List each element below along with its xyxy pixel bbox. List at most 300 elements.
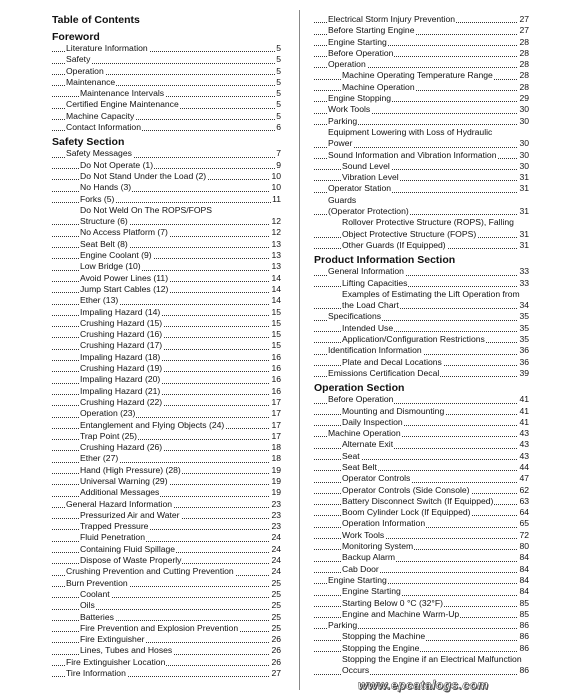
toc-entry-title: Jump Start Cables (12) xyxy=(80,283,169,294)
toc-entry-title: Occurs xyxy=(342,665,370,676)
toc-entry-page: 13 xyxy=(271,250,281,261)
toc-entry-title: Impaling Hazard (21) xyxy=(80,385,161,396)
toc-entry-title: Operator Station xyxy=(328,183,392,194)
toc-entry-title: Universal Warning (29) xyxy=(80,475,168,486)
toc-entry[interactable] xyxy=(314,37,529,48)
toc-entry[interactable] xyxy=(314,93,529,104)
toc-entry-page: 5 xyxy=(276,43,281,53)
toc-entry[interactable] xyxy=(52,122,281,133)
toc-entry[interactable] xyxy=(52,318,281,329)
toc-entry[interactable] xyxy=(314,417,529,428)
toc-entry-page: 29 xyxy=(519,93,529,104)
toc-entry-title: Starting Below 0 °C (32°F) xyxy=(342,597,443,608)
toc-entry-title: Daily Inspection xyxy=(342,416,403,427)
toc-entry-title: Hand (High Pressure) (28) xyxy=(80,464,181,475)
toc-entry-page: 6 xyxy=(276,122,281,133)
toc-entry[interactable] xyxy=(314,229,529,240)
toc-entry-title: Maintenance xyxy=(66,76,116,87)
toc-entry[interactable] xyxy=(314,530,529,541)
toc-entry-page: 16 xyxy=(271,363,281,374)
toc-entry[interactable] xyxy=(314,14,529,25)
toc-entry[interactable] xyxy=(52,148,281,159)
toc-entry-page: 26 xyxy=(271,634,281,645)
toc-entry-page: 13 xyxy=(271,238,281,249)
toc-entry-title: Safety Messages xyxy=(66,148,132,159)
toc-entry[interactable] xyxy=(314,564,529,575)
toc-entry-title: Vibration Level xyxy=(342,172,399,183)
toc-entry[interactable] xyxy=(52,171,281,182)
toc-entry-title: Seat xyxy=(342,450,360,461)
toc-entry[interactable] xyxy=(52,600,281,611)
toc-entry[interactable] xyxy=(52,363,281,374)
section-heading: Operation Section xyxy=(314,382,405,395)
toc-entry[interactable] xyxy=(52,111,281,122)
toc-entry-title: No Access Platform (7) xyxy=(80,227,168,238)
toc-entry-page: 28 xyxy=(519,59,529,70)
toc-entry-title: No Hands (3) xyxy=(80,182,132,193)
toc-entry[interactable] xyxy=(52,329,281,340)
toc-entry-title: Rollover Protective Structure (ROPS), Falling xyxy=(342,217,514,228)
toc-entry[interactable] xyxy=(52,499,281,510)
toc-entry[interactable] xyxy=(314,266,529,277)
toc-entry[interactable] xyxy=(314,278,529,289)
toc-entry-title: Dispose of Waste Properly xyxy=(80,555,182,566)
toc-entry-title: Trap Point (25) xyxy=(80,430,137,441)
toc-entry-page: 80 xyxy=(519,541,529,552)
toc-entry-title: Engine and Machine Warm-Up xyxy=(342,608,460,619)
toc-entry-page: 5 xyxy=(276,88,281,99)
toc-entry-page: 36 xyxy=(519,356,529,367)
toc-entry-page: 43 xyxy=(519,428,529,439)
toc-entry-title: Coolant xyxy=(80,588,110,599)
toc-entry[interactable] xyxy=(52,273,281,284)
toc-entry-title: (Operator Protection) xyxy=(328,206,409,217)
toc-entry-page: 39 xyxy=(519,367,529,378)
toc-entry-title: Batteries xyxy=(80,611,114,622)
toc-entry[interactable] xyxy=(314,451,529,462)
toc-entry-title: Operation xyxy=(328,59,366,70)
toc-entry-title: Stopping the Engine if an Electrical Malfunction xyxy=(342,654,522,665)
toc-entry-page: 85 xyxy=(519,608,529,619)
toc-entry-page: 5 xyxy=(276,54,281,65)
toc-entry[interactable] xyxy=(52,578,281,589)
section-heading: Foreword xyxy=(52,31,100,43)
toc-entry[interactable] xyxy=(314,518,529,529)
toc-entry-page: 11 xyxy=(272,193,281,204)
toc-entry[interactable] xyxy=(314,406,529,417)
toc-entry[interactable] xyxy=(314,507,529,518)
toc-entry-page: 25 xyxy=(271,588,281,599)
toc-entry[interactable] xyxy=(314,138,529,149)
toc-entry[interactable] xyxy=(314,439,529,450)
toc-entry-title: Contact Information xyxy=(66,122,141,133)
toc-entry-title: Boom Cylinder Lock (If Equipped) xyxy=(342,507,471,518)
toc-entry[interactable] xyxy=(52,77,281,88)
section-heading: Safety Section xyxy=(52,136,125,149)
toc-entry-title: Fire Extinguisher xyxy=(80,634,145,645)
toc-entry-title: Operation Information xyxy=(342,518,426,529)
toc-entry[interactable] xyxy=(314,217,529,228)
toc-entry-page: 34 xyxy=(519,300,529,311)
toc-entry[interactable] xyxy=(314,311,529,322)
toc-entry-page: 30 xyxy=(519,160,529,171)
toc-entry-page: 31 xyxy=(519,228,529,239)
toc-entry[interactable] xyxy=(314,323,529,334)
toc-entry-page: 26 xyxy=(271,656,281,667)
toc-entry-page: 33 xyxy=(519,266,529,277)
toc-entry-title: Pressurized Air and Water xyxy=(80,509,180,520)
toc-entry-page: 31 xyxy=(519,239,529,250)
toc-entry-title: Machine Operation xyxy=(342,81,415,92)
toc-entry[interactable] xyxy=(52,340,281,351)
toc-entry-title: Crushing Hazard (15) xyxy=(80,317,163,328)
toc-entry-title: Stopping the Machine xyxy=(342,631,426,642)
toc-entry-page: 16 xyxy=(271,385,281,396)
toc-entry[interactable] xyxy=(314,631,529,642)
toc-entry-title: Work Tools xyxy=(342,529,385,540)
column-divider xyxy=(299,10,300,690)
toc-entry[interactable] xyxy=(52,160,281,171)
toc-entry-title: Low Bridge (10) xyxy=(80,261,141,272)
toc-entry-page: 86 xyxy=(519,665,529,676)
toc-entry-page: 7 xyxy=(276,148,281,159)
toc-entry[interactable] xyxy=(52,623,281,634)
toc-entry-title: Do Not Weld On The ROPS/FOPS xyxy=(80,204,212,215)
toc-entry-title: Application/Configuration Restrictions xyxy=(342,334,485,345)
toc-entry[interactable] xyxy=(52,589,281,600)
toc-entry[interactable] xyxy=(52,295,281,306)
toc-entry[interactable] xyxy=(314,586,529,597)
toc-entry-title: Crushing Hazard (19) xyxy=(80,363,163,374)
toc-entry-title: Engine Starting xyxy=(342,586,401,597)
toc-entry[interactable] xyxy=(314,183,529,194)
toc-entry[interactable] xyxy=(314,541,529,552)
toc-entry-page: 16 xyxy=(271,351,281,362)
toc-entry-title: Crushing Prevention and Cutting Prevention xyxy=(66,566,234,577)
toc-entry[interactable] xyxy=(314,345,529,356)
toc-entry-page: 17 xyxy=(271,408,281,419)
toc-entry[interactable] xyxy=(314,82,529,93)
toc-entry[interactable] xyxy=(314,485,529,496)
toc-entry[interactable] xyxy=(52,431,281,442)
toc-entry[interactable] xyxy=(314,609,529,620)
toc-entry[interactable] xyxy=(52,205,281,216)
toc-entry-title: Object Protective Structure (FOPS) xyxy=(342,228,477,239)
toc-entry[interactable] xyxy=(314,161,529,172)
toc-entry-title: Seat Belt (8) xyxy=(80,238,128,249)
toc-entry[interactable] xyxy=(314,172,529,183)
toc-entry[interactable] xyxy=(314,665,529,676)
toc-entry-title: Mounting and Dismounting xyxy=(342,405,445,416)
toc-entry[interactable] xyxy=(52,99,281,110)
toc-entry-page: 17 xyxy=(271,396,281,407)
toc-entry-page: 10 xyxy=(271,170,281,181)
toc-entry-title: Crushing Hazard (17) xyxy=(80,340,163,351)
toc-entry-title: Do Not Stand Under the Load (2) xyxy=(80,170,207,181)
toc-entry-title: Plate and Decal Locations xyxy=(342,356,442,367)
toc-entry-title: Ether (27) xyxy=(80,453,119,464)
toc-entry[interactable] xyxy=(52,521,281,532)
watermark: www.epcatalogs.com xyxy=(358,678,489,692)
toc-entry-page: 31 xyxy=(519,206,529,217)
toc-entry-page: 33 xyxy=(519,277,529,288)
toc-entry-title: Parking xyxy=(328,115,358,126)
toc-entry-title: Trapped Pressure xyxy=(80,521,149,532)
toc-entry-title: Crushing Hazard (26) xyxy=(80,442,163,453)
toc-entry[interactable] xyxy=(314,357,529,368)
toc-entry-page: 43 xyxy=(519,450,529,461)
toc-entry[interactable] xyxy=(314,48,529,59)
toc-entry[interactable] xyxy=(52,66,281,77)
toc-entry-title: Intended Use xyxy=(342,322,394,333)
toc-entry[interactable] xyxy=(52,250,281,261)
toc-entry-title: Other Guards (If Equipped) xyxy=(342,239,446,250)
toc-entry-title: Ether (13) xyxy=(80,295,119,306)
toc-entry-page: 23 xyxy=(271,509,281,520)
toc-entry-page: 15 xyxy=(271,306,281,317)
toc-entry-title: Avoid Power Lines (11) xyxy=(80,272,169,283)
toc-entry[interactable] xyxy=(52,420,281,431)
toc-entry-page: 44 xyxy=(519,461,529,472)
toc-entry[interactable] xyxy=(52,54,281,65)
toc-entry[interactable] xyxy=(52,532,281,543)
toc-entry-title: Tire Information xyxy=(66,668,126,679)
toc-entry-title: Operation (23) xyxy=(80,408,136,419)
toc-entry-title: Lifting Capacities xyxy=(342,277,408,288)
toc-entry-title: Machine Operating Temperature Range xyxy=(342,70,493,81)
toc-entry-title: Engine Stopping xyxy=(328,93,392,104)
toc-entry-page: 25 xyxy=(271,577,281,588)
toc-entry[interactable] xyxy=(52,657,281,668)
toc-entry-title: Entanglement and Flying Objects (24) xyxy=(80,419,225,430)
toc-entry[interactable] xyxy=(314,462,529,473)
toc-entry-title: Guards xyxy=(328,194,357,205)
toc-entry-title: Maintenance Intervals xyxy=(80,88,165,99)
toc-entry[interactable] xyxy=(52,182,281,193)
toc-entry[interactable] xyxy=(52,453,281,464)
toc-entry-page: 14 xyxy=(271,272,281,283)
toc-entry-page: 25 xyxy=(271,611,281,622)
toc-entry[interactable] xyxy=(314,334,529,345)
toc-entry[interactable] xyxy=(52,194,281,205)
toc-entry[interactable] xyxy=(52,476,281,487)
toc-entry-title: Containing Fluid Spillage xyxy=(80,543,176,554)
toc-entry-page: 64 xyxy=(519,507,529,518)
toc-entry-title: Literature Information xyxy=(66,43,148,53)
toc-entry-title: Parking xyxy=(328,620,358,631)
toc-entry-title: Additional Messages xyxy=(80,487,160,498)
toc-entry-title: Specifications xyxy=(328,311,382,322)
toc-entry-title: Power xyxy=(328,138,353,149)
toc-entry[interactable] xyxy=(314,552,529,563)
toc-entry[interactable] xyxy=(52,43,281,54)
toc-entry-title: Sound Level xyxy=(342,160,390,171)
toc-entry-page: 27 xyxy=(519,25,529,36)
toc-entry-page: 18 xyxy=(271,453,281,464)
toc-entry-page: 5 xyxy=(276,76,281,87)
toc-entry-page: 84 xyxy=(519,552,529,563)
toc-entry-page: 43 xyxy=(519,439,529,450)
toc-entry[interactable] xyxy=(314,240,529,251)
toc-entry-page: 17 xyxy=(271,419,281,430)
toc-entry-title: Cab Door xyxy=(342,563,379,574)
toc-entry[interactable] xyxy=(314,206,529,217)
toc-entry-title: Fluid Penetration xyxy=(80,532,145,543)
toc-entry[interactable] xyxy=(52,612,281,623)
toc-entry-title: Operator Controls xyxy=(342,473,411,484)
toc-entry-page: 25 xyxy=(271,622,281,633)
toc-entry-page: 62 xyxy=(519,484,529,495)
toc-entry[interactable] xyxy=(52,386,281,397)
toc-entry-page: 5 xyxy=(276,99,281,110)
toc-entry[interactable] xyxy=(52,487,281,498)
toc-entry-title: Burn Prevention xyxy=(66,577,128,588)
toc-entry-page: 19 xyxy=(271,487,281,498)
toc-entry-page: 35 xyxy=(519,334,529,345)
toc-entry-title: Crushing Hazard (22) xyxy=(80,396,163,407)
toc-entry-page: 84 xyxy=(519,574,529,585)
toc-entry[interactable] xyxy=(314,394,529,405)
toc-entry-page: 23 xyxy=(271,498,281,509)
toc-entry[interactable] xyxy=(314,127,529,138)
toc-entry[interactable] xyxy=(314,195,529,206)
toc-entry[interactable] xyxy=(52,634,281,645)
toc-entry[interactable] xyxy=(52,284,281,295)
toc-entry[interactable] xyxy=(314,575,529,586)
toc-entry[interactable] xyxy=(314,104,529,115)
toc-entry-page: 12 xyxy=(271,216,281,227)
toc-entry[interactable] xyxy=(52,88,281,99)
toc-entry[interactable] xyxy=(314,150,529,161)
toc-entry-page: 19 xyxy=(271,475,281,486)
toc-entry[interactable] xyxy=(314,643,529,654)
toc-entry[interactable] xyxy=(314,25,529,36)
toc-entry[interactable] xyxy=(52,374,281,385)
toc-entry-page: 30 xyxy=(519,104,529,115)
toc-right-column xyxy=(314,14,529,677)
toc-entry[interactable] xyxy=(314,428,529,439)
toc-entry[interactable] xyxy=(52,566,281,577)
toc-entry-title: Do Not Operate (1) xyxy=(80,159,154,170)
toc-entry[interactable] xyxy=(52,544,281,555)
toc-entry-page: 9 xyxy=(276,159,281,170)
toc-entry-title: Examples of Estimating the Lift Operation from xyxy=(342,288,520,299)
toc-entry-page: 84 xyxy=(519,586,529,597)
toc-entry-page: 47 xyxy=(519,473,529,484)
toc-entry-page: 14 xyxy=(271,283,281,294)
toc-entry-page: 15 xyxy=(271,340,281,351)
section-heading: Product Information Section xyxy=(314,254,456,267)
toc-entry[interactable] xyxy=(52,645,281,656)
toc-entry-page: 23 xyxy=(271,521,281,532)
toc-entry[interactable] xyxy=(314,116,529,127)
toc-entry[interactable] xyxy=(314,289,529,300)
toc-entry-title: Impaling Hazard (18) xyxy=(80,351,161,362)
toc-entry[interactable] xyxy=(52,668,281,679)
toc-entry[interactable] xyxy=(314,368,529,379)
toc-entry[interactable] xyxy=(52,261,281,272)
toc-entry[interactable] xyxy=(52,510,281,521)
toc-entry-page: 85 xyxy=(519,597,529,608)
toc-entry-page: 36 xyxy=(519,345,529,356)
toc-entry-title: Machine Capacity xyxy=(66,110,135,121)
toc-entry-title: Certified Engine Maintenance xyxy=(66,99,179,110)
toc-entry-title: Operation xyxy=(66,65,104,76)
toc-entry-page: 17 xyxy=(271,430,281,441)
toc-entry[interactable] xyxy=(314,473,529,484)
toc-entry[interactable] xyxy=(52,216,281,227)
toc-entry[interactable] xyxy=(52,352,281,363)
toc-entry-title: Impaling Hazard (20) xyxy=(80,374,161,385)
toc-entry-page: 31 xyxy=(519,172,529,183)
toc-entry-page: 25 xyxy=(271,600,281,611)
toc-entry[interactable] xyxy=(52,307,281,318)
toc-entry-page: 86 xyxy=(519,631,529,642)
toc-entry[interactable] xyxy=(314,654,529,665)
toc-entry[interactable] xyxy=(314,70,529,81)
toc-entry-page: 30 xyxy=(519,149,529,160)
toc-entry-page: 18 xyxy=(271,442,281,453)
toc-entry-page: 10 xyxy=(271,182,281,193)
toc-entry-page: 24 xyxy=(271,543,281,554)
toc-entry[interactable] xyxy=(314,598,529,609)
toc-entry-title: Before Operation xyxy=(328,394,394,405)
toc-entry-page: 15 xyxy=(271,317,281,328)
toc-entry[interactable] xyxy=(314,620,529,631)
toc-entry[interactable] xyxy=(314,59,529,70)
toc-entry[interactable] xyxy=(314,496,529,507)
toc-entry-page: 19 xyxy=(271,464,281,475)
toc-entry[interactable] xyxy=(52,227,281,238)
toc-entry[interactable] xyxy=(52,408,281,419)
toc-entry-page: 35 xyxy=(519,322,529,333)
toc-entry-page: 12 xyxy=(271,227,281,238)
toc-entry[interactable] xyxy=(52,465,281,476)
toc-entry-title: Sound Information and Vibration Information xyxy=(328,149,497,160)
toc-title: Table of Contents xyxy=(52,14,140,26)
toc-entry-page: 28 xyxy=(519,70,529,81)
toc-entry-title: Safety xyxy=(66,54,91,65)
toc-entry-page: 13 xyxy=(271,261,281,272)
toc-entry-page: 28 xyxy=(519,36,529,47)
toc-entry-page: 24 xyxy=(271,555,281,566)
toc-entry-title: Alternate Exit xyxy=(342,439,394,450)
toc-entry-page: 14 xyxy=(271,295,281,306)
toc-entry-title: Forks (5) xyxy=(80,193,115,204)
toc-entry[interactable] xyxy=(52,397,281,408)
toc-entry-title: Identification Information xyxy=(328,345,422,356)
toc-entry-page: 41 xyxy=(519,405,529,416)
toc-entry-page: 30 xyxy=(519,138,529,149)
toc-entry-title: Impaling Hazard (14) xyxy=(80,306,161,317)
toc-entry-page: 86 xyxy=(519,642,529,653)
toc-entry[interactable] xyxy=(314,300,529,311)
toc-entry[interactable] xyxy=(52,555,281,566)
toc-entry-page: 63 xyxy=(519,495,529,506)
toc-entry-title: Seat Belt xyxy=(342,461,377,472)
toc-entry-page: 31 xyxy=(519,183,529,194)
toc-entry-title: Before Starting Engine xyxy=(328,25,415,36)
toc-entry-page: 27 xyxy=(271,668,281,679)
toc-entry[interactable] xyxy=(52,239,281,250)
toc-entry-page: 26 xyxy=(271,645,281,656)
toc-entry-title: Work Tools xyxy=(328,104,371,115)
toc-entry[interactable] xyxy=(52,442,281,453)
toc-entry-title: Emissions Certification Decal xyxy=(328,367,440,378)
toc-entry-page: 30 xyxy=(519,115,529,126)
toc-entry-title: Fire Prevention and Explosion Prevention xyxy=(80,622,239,633)
toc-entry-title: General Hazard Information xyxy=(66,498,173,509)
